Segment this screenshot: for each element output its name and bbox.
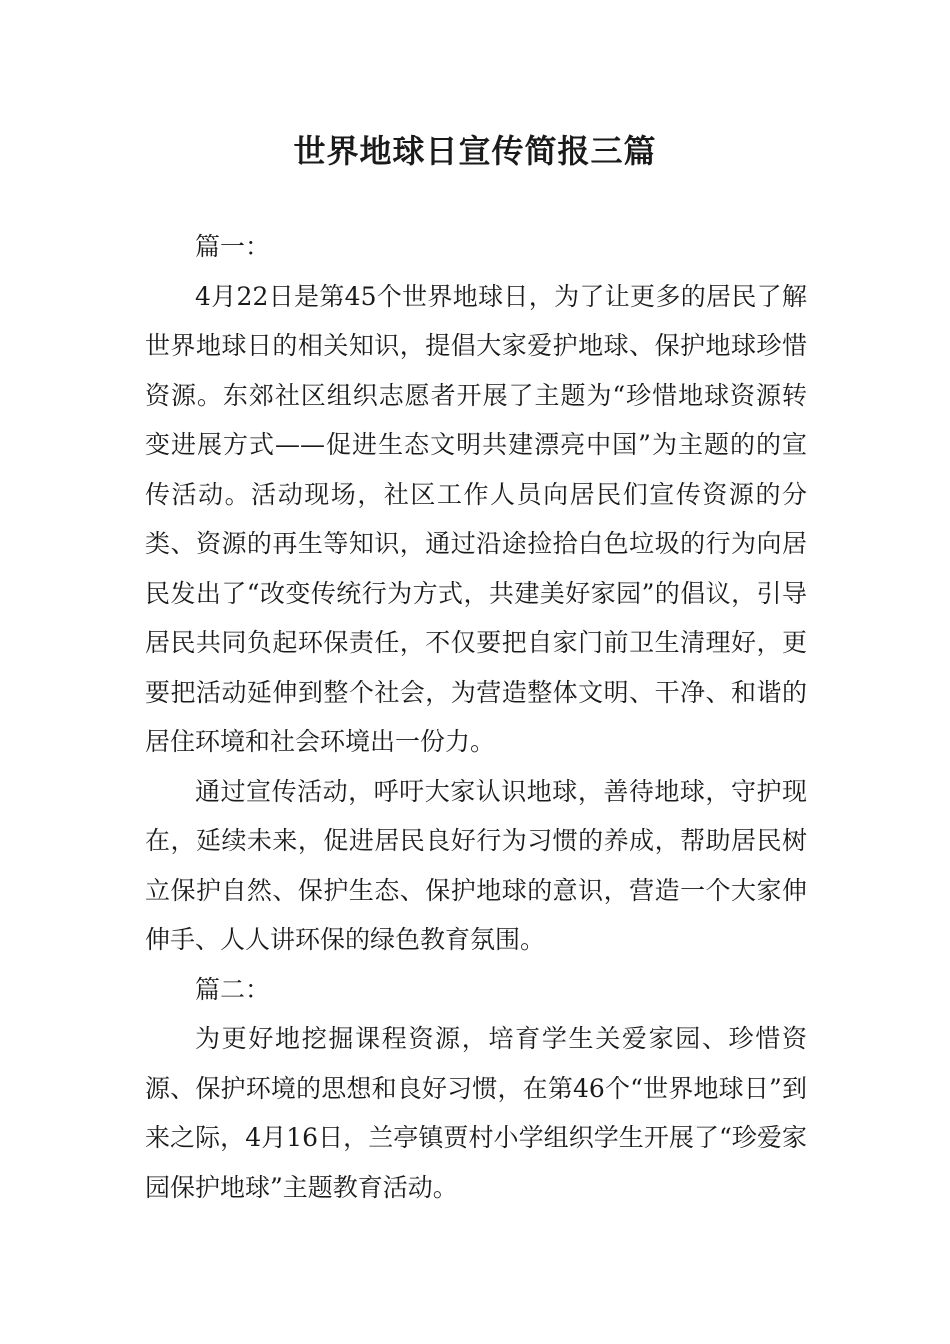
paragraph-3: 为更好地挖掘课程资源，培育学生关爱家园、珍惜资源、保护环境的思想和良好习惯，在第46个“世界地球日”到来之际，4月16日，兰亭镇贾村小学组织学生开展了“珍爱家园保护地球”主题教育活动。 bbox=[145, 1024, 807, 1202]
section-heading-2: 篇二： bbox=[195, 974, 271, 1004]
document-title: 世界地球日宣传简报三篇 bbox=[293, 132, 657, 170]
document-body bbox=[145, 222, 807, 1212]
section-heading-1: 篇一： bbox=[195, 232, 271, 261]
paragraph-2: 通过宣传活动，呼吁大家认识地球，善待地球，守护现在，延续未来，促进居民良好行为习惯的养成，帮助居民树立保护自然、保护生态、保护地球的意识，营造一个大家伸伸手、人人讲环保的绿色教育氛围。 bbox=[145, 776, 807, 954]
paragraph-1: 4月22日是第45个世界地球日，为了让更多的居民了解世界地球日的相关知识，提倡大家爱护地球、保护地球珍惜资源。东郊社区组织志愿者开展了主题为“珍惜地球资源转变进展方式——促进生态文明共建漂亮中国”为主题的的宣传活动。活动现场，社区工作人员向居民们宣传资源的分类、资源的再生等知识，通过沿途捡拾白色垃圾的行为向居民发出了“改变传统行为方式，共建美好家园”的倡议，引导居民共同负起环保责任，不仅要把自家门前卫生清理好，更要把活动延伸到整个社会，为营造整体文明、干净、和谐的居住环境和社会环境出一份力。 bbox=[145, 281, 807, 756]
